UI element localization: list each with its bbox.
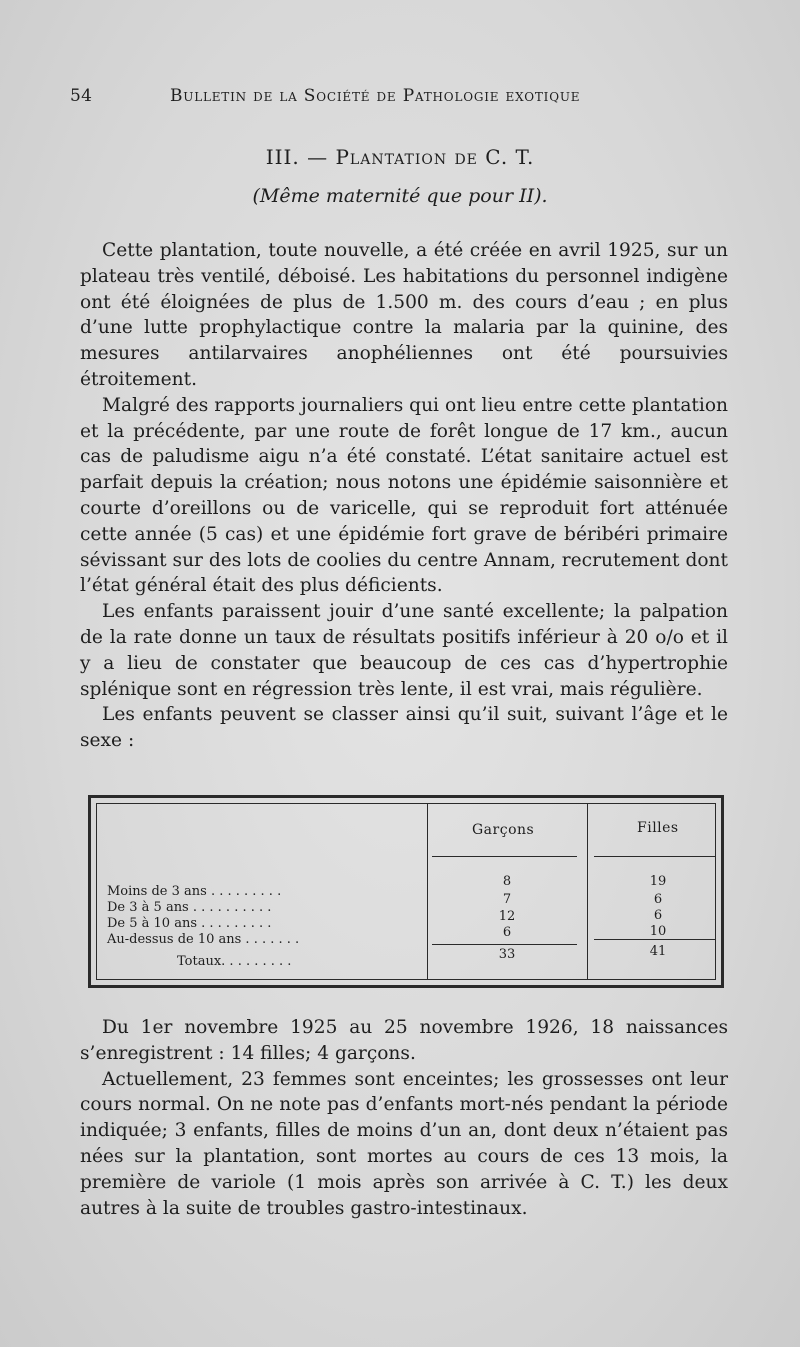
column-divider: [427, 804, 428, 979]
cell-boys: 12: [498, 909, 516, 924]
paragraph: Les enfants paraissent jouir d’une santé excellente; la palpation de la rate donne un taux de résultats positifs inférieur à 20 o/o et il y a lieu de constater que beaucoup de ces cas d’hypertrophie splénique sont en régression très lente, il est vrai, mais régulière.: [80, 601, 728, 700]
col-header-boys: Garçons: [472, 822, 535, 838]
total-boys: 33: [498, 947, 516, 962]
header-rule: [594, 856, 716, 857]
paragraph: Les enfants peuvent se classer ainsi qu’il suit, suivant l’âge et le sexe :: [80, 704, 728, 752]
column-divider: [587, 804, 588, 979]
cell-boys: 6: [502, 925, 512, 940]
col-header-girls: Filles: [637, 820, 679, 836]
header-rule: [432, 856, 577, 857]
row-label: Moins de 3 ans . . . . . . . . .: [107, 884, 282, 899]
paragraph: Actuellement, 23 femmes sont enceintes; les grossesses ont leur cours normal. On ne note pas d’enfants mort-nés pendant la période indiquée; 3 enfants, filles de moins d’un an, dont deux n’étaient pas nées sur la plantation, sont mortes au cours de ces 13 mois, la première de variole (1 mois après son arrivée à C. T.) les deux autres à la suite de troubles gastro-intestinaux.: [80, 1068, 728, 1219]
row-label: De 5 à 10 ans . . . . . . . . .: [107, 916, 272, 931]
sum-rule: [432, 944, 577, 945]
row-label: De 3 à 5 ans . . . . . . . . . .: [107, 900, 272, 915]
cell-boys: 8: [502, 874, 512, 889]
total-label: Totaux. . . . . . . . .: [177, 954, 292, 969]
cell-girls: 6: [653, 892, 663, 907]
children-table: [88, 795, 724, 988]
paragraph: Malgré des rapports journaliers qui ont lieu entre cette plantation et la précédente, par une route de forêt longue de 17 km., aucun cas de paludisme aigu n’a été constaté. L’état sanitaire actuel est parfait depuis la création; nous notons une épidémie saisonnière et courte d’oreillons ou de varicelle, qui se reproduit fort atténuée cette année (5 cas) et une épidémie fort grave de béribéri primaire sévissant sur des lots de coolies du centre Annam, recrutement dont l’état général était des plus déficients.: [80, 394, 728, 597]
paragraph: Du 1er novembre 1925 au 25 novembre 1926, 18 naissances s’enregistrent : 14 filles; 4 garçons.: [80, 1017, 728, 1064]
cell-girls: 6: [653, 908, 663, 923]
sum-rule: [594, 939, 716, 940]
total-girls: 41: [649, 944, 667, 959]
paragraph: Cette plantation, toute nouvelle, a été créée en avril 1925, sur un plateau très ventilé, déboisé. Les habitations du personnel indigène ont été éloignées de plus de 1.500 m. des cours d’eau ; en plus d’une lutte prophylactique contre la malaria par la quinine, des mesures antilarvaires anophéliennes ont été poursuivies étroitement.: [80, 240, 728, 390]
table-inner: [96, 803, 716, 980]
cell-girls: 19: [649, 874, 667, 889]
row-label: Au-dessus de 10 ans . . . . . . .: [107, 932, 300, 947]
section-subtitle: (Même maternité que pour II).: [252, 185, 548, 207]
body-text-top: [80, 238, 728, 754]
cell-boys: 7: [502, 892, 512, 907]
cell-girls: 10: [649, 924, 667, 939]
body-text-bottom: [80, 1015, 728, 1221]
running-title: Bulletin de la Société de Pathologie exotique: [170, 86, 581, 106]
section-title: III. — Plantation de C. T.: [265, 145, 535, 169]
page-number: 54: [70, 86, 93, 106]
